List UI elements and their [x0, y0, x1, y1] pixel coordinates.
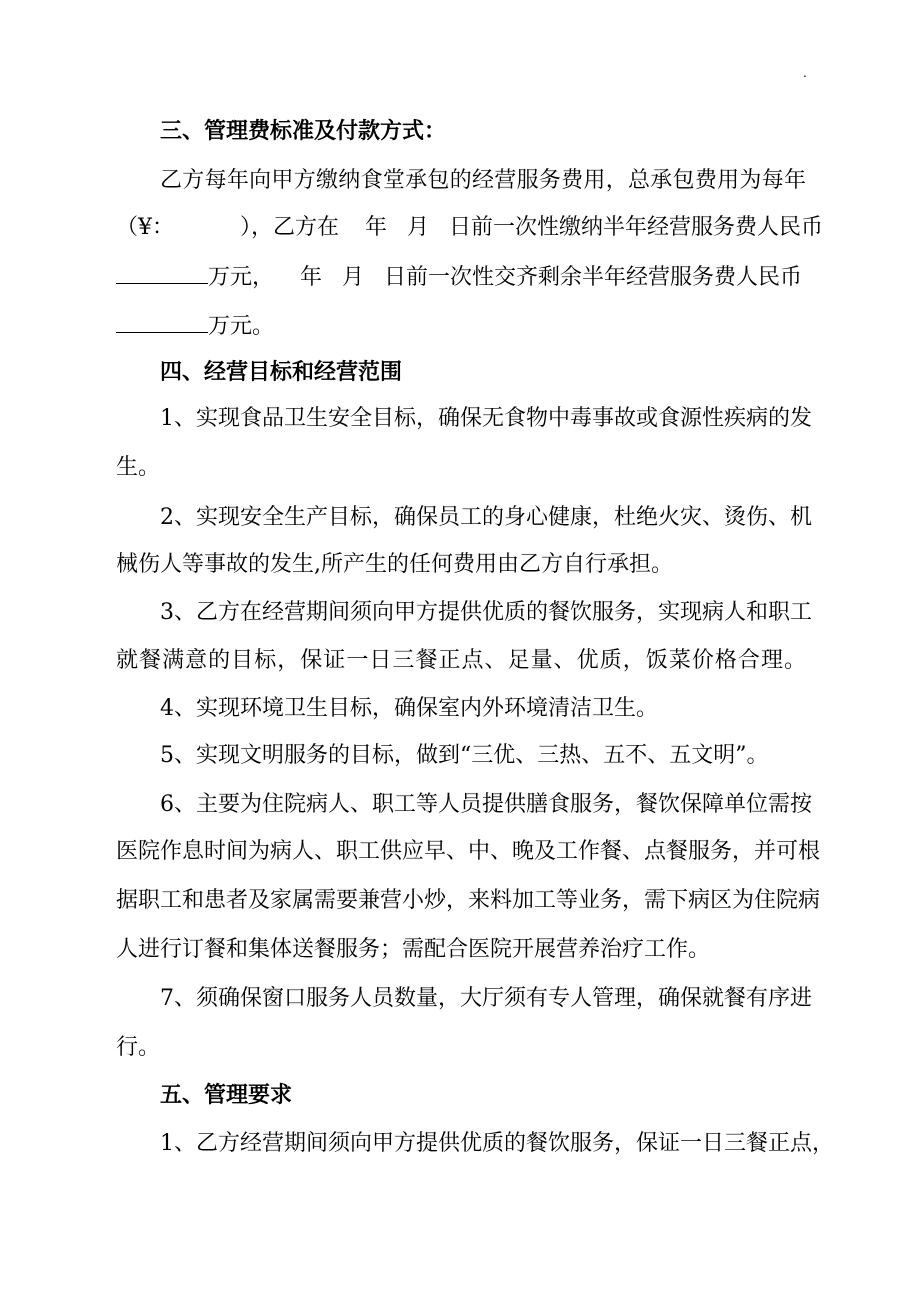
section4-item2-line1: 2、实现安全生产目标，确保员工的身心健康，杜绝火灾、烫伤、机 [160, 505, 812, 530]
section4-heading: 四、经营目标和经营范围 [160, 359, 403, 385]
section3-line1: 乙方每年向甲方缴纳食堂承包的经营服务费用，总承包费用为每年 [160, 168, 806, 193]
section4-item1-line2: 生。 [116, 455, 161, 480]
section4-item5-line1: 5、实现文明服务的目标，做到“三优、三热、五不、五文明”。 [160, 743, 769, 768]
section4-item3-line2: 就餐满意的目标，保证一日三餐正点、足量、优质，饭菜价格合理。 [116, 648, 806, 673]
year-label-2: 年 [300, 265, 323, 290]
first-payment-blank [116, 261, 208, 284]
first-payment-text: 日前一次性缴纳半年经营服务费人民币 [449, 215, 824, 240]
fee-amount-close: ），乙方在 [240, 215, 340, 240]
second-payment-blank [116, 310, 208, 333]
section4-item3-line1: 3、乙方在经营期间须向甲方提供优质的餐饮服务，实现病人和职工 [160, 600, 812, 625]
section3-line2 [116, 213, 824, 243]
section4-item6-line2: 医院作息时间为病人、职工供应早、中、晚及工作餐、点餐服务，并可根 [116, 839, 821, 864]
year-label-1: 年 [365, 215, 388, 240]
wan-yuan-2: 万元。 [208, 314, 275, 339]
section5-item1-line1: 1、乙方经营期间须向甲方提供优质的餐饮服务，保证一日三餐正点， [160, 1131, 834, 1156]
wan-yuan-1: 万元， [208, 265, 275, 290]
section4-item1-line1: 1、实现食品卫生安全目标，确保无食物中毒事故或食源性疾病的发 [160, 406, 812, 431]
section4-item6-line4: 人进行订餐和集体送餐服务；需配合医院开展营养治疗工作。 [116, 937, 711, 962]
month-label-1: 月 [407, 215, 430, 240]
section4-item4-line1: 4、实现环境卫生目标，确保室内外环境清洁卫生。 [160, 696, 658, 721]
section4-item7-line2: 行。 [116, 1035, 161, 1060]
fee-amount-open: （¥： [116, 215, 174, 240]
section4-item2-line2: 械伤人等事故的发生,所产生的任何费用由乙方自行承担。 [116, 552, 673, 577]
section3-line4 [116, 310, 806, 342]
section4-item6-line3: 据职工和患者及家属需要兼营小炒，来料加工等业务，需下病区为住院病 [116, 888, 821, 913]
header-mark: . [803, 66, 807, 80]
section3-line3 [116, 261, 806, 293]
second-payment-text: 日前一次性交齐剩余半年经营服务费人民币 [384, 265, 803, 290]
section5-heading: 五、管理要求 [160, 1082, 293, 1108]
section4-item6-line1: 6、主要为住院病人、职工等人员提供膳食服务，餐饮保障单位需按 [160, 792, 812, 817]
section3-heading: 三、管理费标准及付款方式： [160, 118, 447, 144]
month-label-2: 月 [342, 265, 365, 290]
section4-item7-line1: 7、须确保窗口服务人员数量，大厅须有专人管理，确保就餐有序进 [160, 986, 812, 1011]
